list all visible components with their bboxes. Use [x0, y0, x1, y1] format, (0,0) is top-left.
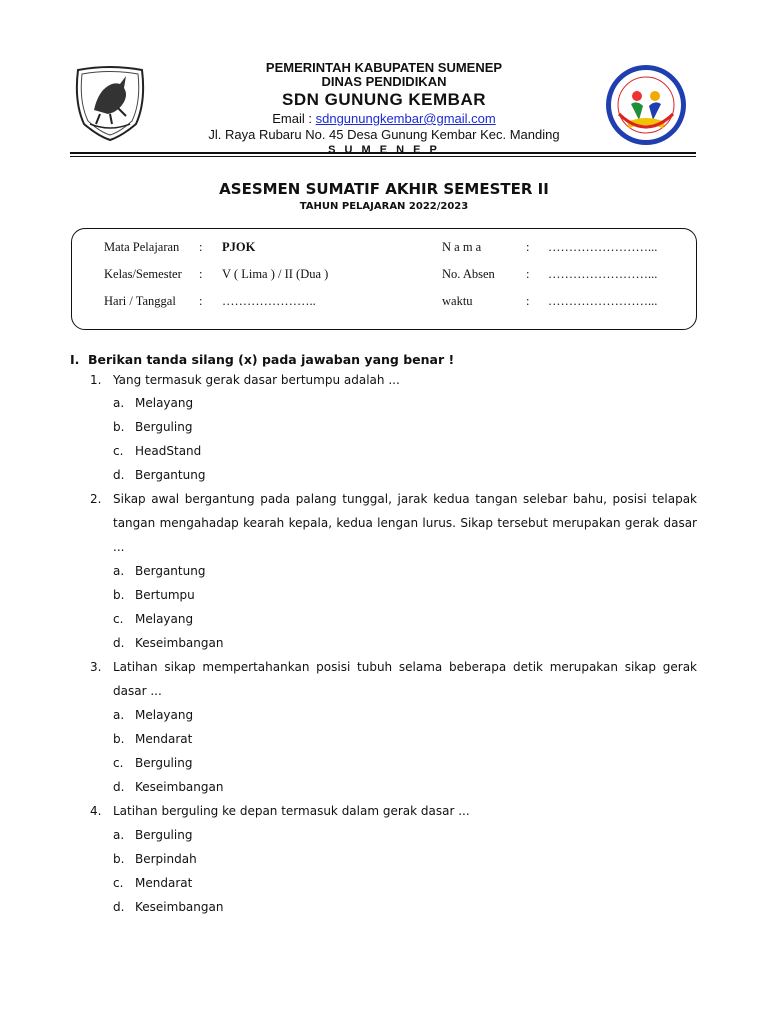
answer-option[interactable]	[113, 751, 192, 775]
answer-option[interactable]	[113, 607, 193, 631]
colon: :	[199, 240, 203, 254]
colon: :	[526, 267, 530, 281]
day-date-label: Hari / Tanggal	[104, 294, 176, 308]
subject-label: Mata Pelajaran	[104, 240, 180, 254]
option-text: Melayang	[135, 708, 194, 722]
option-text: Melayang	[135, 612, 194, 626]
identity-row	[72, 294, 696, 312]
answer-option[interactable]	[113, 871, 192, 895]
answer-option[interactable]	[113, 583, 195, 607]
colon: :	[526, 294, 530, 308]
option-letter: d.	[113, 780, 125, 794]
option-letter: a.	[113, 564, 125, 578]
school-name: SDN GUNUNG KEMBAR	[282, 90, 486, 109]
option-text: Berguling	[135, 420, 193, 434]
option-text: Keseimbangan	[135, 900, 224, 914]
name-field[interactable]: ……………………...	[548, 240, 658, 254]
answer-option[interactable]	[113, 775, 223, 799]
school-badge-logo	[603, 62, 689, 148]
question-text: Latihan berguling ke depan termasuk dalam gerak dasar ...	[113, 804, 470, 818]
answer-option[interactable]	[113, 895, 223, 919]
absence-number-field[interactable]: ……………………...	[548, 267, 658, 281]
section-instruction: Berikan tanda silang (x) pada jawaban yang benar !	[88, 352, 455, 367]
option-text: Mendarat	[135, 876, 193, 890]
question-number: 3.	[90, 660, 102, 674]
question-item	[90, 655, 697, 703]
city-name: S U M E N E P	[328, 144, 440, 156]
section-number: I.	[70, 352, 80, 367]
option-letter: c.	[113, 756, 124, 770]
school-address: Jl. Raya Rubaru No. 45 Desa Gunung Kembar Kec. Manding	[208, 127, 560, 142]
option-letter: d.	[113, 636, 125, 650]
question-item	[90, 487, 697, 559]
option-text: Bertumpu	[135, 588, 195, 602]
subject-value: PJOK	[222, 240, 256, 254]
colon: :	[199, 294, 203, 308]
answer-option[interactable]	[113, 703, 193, 727]
answer-option[interactable]	[113, 415, 192, 439]
option-text: Keseimbangan	[135, 780, 224, 794]
option-text: Berguling	[135, 756, 193, 770]
option-letter: b.	[113, 852, 125, 866]
colon: :	[199, 267, 203, 281]
option-letter: b.	[113, 420, 125, 434]
option-text: Bergantung	[135, 468, 206, 482]
question-item	[90, 799, 697, 823]
exam-title: ASESMEN SUMATIF AKHIR SEMESTER II	[219, 180, 549, 198]
student-identity-box	[71, 228, 697, 330]
absence-number-label: No. Absen	[442, 267, 495, 281]
question-number: 2.	[90, 492, 102, 506]
option-text: Melayang	[135, 396, 194, 410]
colon: :	[526, 240, 530, 254]
option-text: Keseimbangan	[135, 636, 224, 650]
question-text: Sikap awal bergantung pada palang tunggal, jarak kedua tangan selebar bahu, posisi telapak tangan mengahadap kearah kepala, kedua lengan lurus. Sikap tersebut merupakan gerak dasar ...	[113, 492, 697, 554]
option-letter: b.	[113, 588, 125, 602]
option-text: HeadStand	[135, 444, 202, 458]
sumenep-crest-logo	[70, 62, 150, 142]
email-line	[150, 111, 618, 127]
day-date-field[interactable]: …………………..	[222, 294, 316, 308]
name-label: N a m a	[442, 240, 482, 254]
option-letter: c.	[113, 612, 124, 626]
letterhead-rule-thick	[70, 152, 696, 154]
email-link[interactable]: sdngunungkembar@gmail.com	[315, 111, 496, 126]
question-item	[90, 368, 697, 392]
question-number: 4.	[90, 804, 102, 818]
class-semester-value: V ( Lima ) / II (Dua )	[222, 267, 329, 281]
option-text: Berpindah	[135, 852, 197, 866]
option-letter: b.	[113, 732, 125, 746]
email-label: Email :	[272, 111, 316, 126]
government-name: PEMERINTAH KABUPATEN SUMENEP	[265, 60, 503, 75]
question-number: 1.	[90, 373, 102, 387]
option-text: Bergantung	[135, 564, 206, 578]
option-text: Mendarat	[135, 732, 193, 746]
option-letter: d.	[113, 468, 125, 482]
class-semester-label: Kelas/Semester	[104, 267, 182, 281]
answer-option[interactable]	[113, 463, 205, 487]
option-text: Berguling	[135, 828, 193, 842]
option-letter: a.	[113, 708, 125, 722]
time-label: waktu	[442, 294, 473, 308]
answer-option[interactable]	[113, 391, 193, 415]
department-name: DINAS PENDIDIKAN	[321, 74, 447, 89]
identity-row	[72, 267, 696, 285]
option-letter: c.	[113, 876, 124, 890]
answer-option[interactable]	[113, 439, 201, 463]
letterhead	[150, 60, 618, 157]
answer-option[interactable]	[113, 559, 205, 583]
question-text: Yang termasuk gerak dasar bertumpu adalah ...	[113, 373, 400, 387]
time-field[interactable]: ……………………...	[548, 294, 658, 308]
section-heading	[70, 352, 454, 367]
option-letter: c.	[113, 444, 124, 458]
option-letter: a.	[113, 828, 125, 842]
question-text: Latihan sikap mempertahankan posisi tubuh selama beberapa detik merupakan sikap gerak dasar ...	[113, 660, 697, 698]
exam-subtitle: TAHUN PELAJARAN 2022/2023	[299, 201, 469, 212]
letterhead-rule-thin	[70, 156, 696, 157]
answer-option[interactable]	[113, 631, 223, 655]
answer-option[interactable]	[113, 847, 197, 871]
option-letter: d.	[113, 900, 125, 914]
option-letter: a.	[113, 396, 125, 410]
identity-row	[72, 240, 696, 258]
answer-option[interactable]	[113, 823, 192, 847]
answer-option[interactable]	[113, 727, 192, 751]
